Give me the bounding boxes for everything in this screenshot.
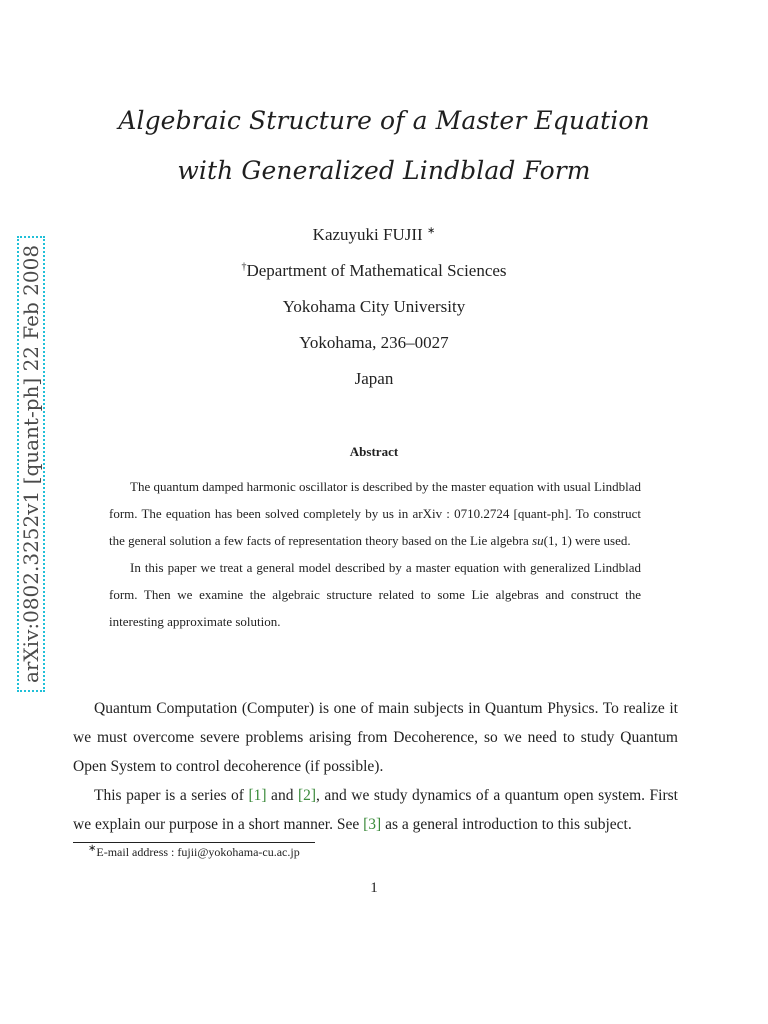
body-p2-text-d: as a general introduction to this subject. xyxy=(381,816,632,833)
body-p2-text-a: This paper is a series of xyxy=(94,787,249,804)
body-paragraph-1: Quantum Computation (Computer) is one of main subjects in Quantum Physics. To realize it we must overcome severe problems arising from Decoherence, so we need to study Quantum Open System to control decoherence (if possible). xyxy=(73,700,678,775)
country: Japan xyxy=(354,369,394,388)
footnote-email: E-mail address : fujii@yokohama-cu.ac.jp xyxy=(96,845,300,859)
body-text xyxy=(73,694,678,839)
author-line xyxy=(0,225,748,245)
footnote-rule xyxy=(73,842,315,843)
university: Yokohama City University xyxy=(282,297,466,316)
abstract-paragraph-1 xyxy=(109,473,641,554)
body-p2-text-b: and xyxy=(266,787,298,804)
paper-title-line-1: Algebraic Structure of a Master Equation xyxy=(118,106,650,135)
abstract-heading: Abstract xyxy=(349,444,399,459)
department: Department of Mathematical Sciences xyxy=(246,261,507,280)
affiliation-mark: † xyxy=(241,261,247,273)
abstract-p1-math: su xyxy=(532,533,544,548)
abstract-body xyxy=(109,473,641,635)
citation-link-2[interactable]: [2] xyxy=(297,787,317,804)
citation-link-1[interactable]: [1] xyxy=(248,787,267,804)
paper-title-line-2: with Generalized Lindblad Form xyxy=(177,156,591,185)
body-p2-text-c: , and we study dynamics of a quantum open system. First we explain our purpose in a short manner. See xyxy=(73,787,678,833)
abstract-p1-tail: (1, 1) were used. xyxy=(543,533,631,548)
footnote xyxy=(88,845,300,860)
footnote-mark: ∗ xyxy=(88,843,97,854)
page-number: 1 xyxy=(370,880,378,896)
citation-link-3[interactable]: [3] xyxy=(363,816,382,833)
body-paragraph-2 xyxy=(73,781,678,839)
arxiv-identifier: arXiv:0802.3252v1 [quant-ph] 22 Feb 2008 xyxy=(19,244,43,684)
author-footnote-mark: ∗ xyxy=(426,225,436,237)
abstract-p1-text: The quantum damped harmonic oscillator is described by the master equation with usual Lindblad form. The equation has been solved completely by us in arXiv : 0710.2724 [quant-ph]. To construct the general solution a few facts of representation theory based on the Lie algebra xyxy=(109,479,641,548)
city: Yokohama, 236–0027 xyxy=(299,333,449,352)
department-line xyxy=(0,261,748,281)
abstract-paragraph-2: In this paper we treat a general model described by a master equation with generalized Lindblad form. Then we examine the algebraic structure related to some Lie algebras and construct the interesting approximate solution. xyxy=(109,560,641,629)
author-name: Kazuyuki FUJII xyxy=(312,225,423,244)
